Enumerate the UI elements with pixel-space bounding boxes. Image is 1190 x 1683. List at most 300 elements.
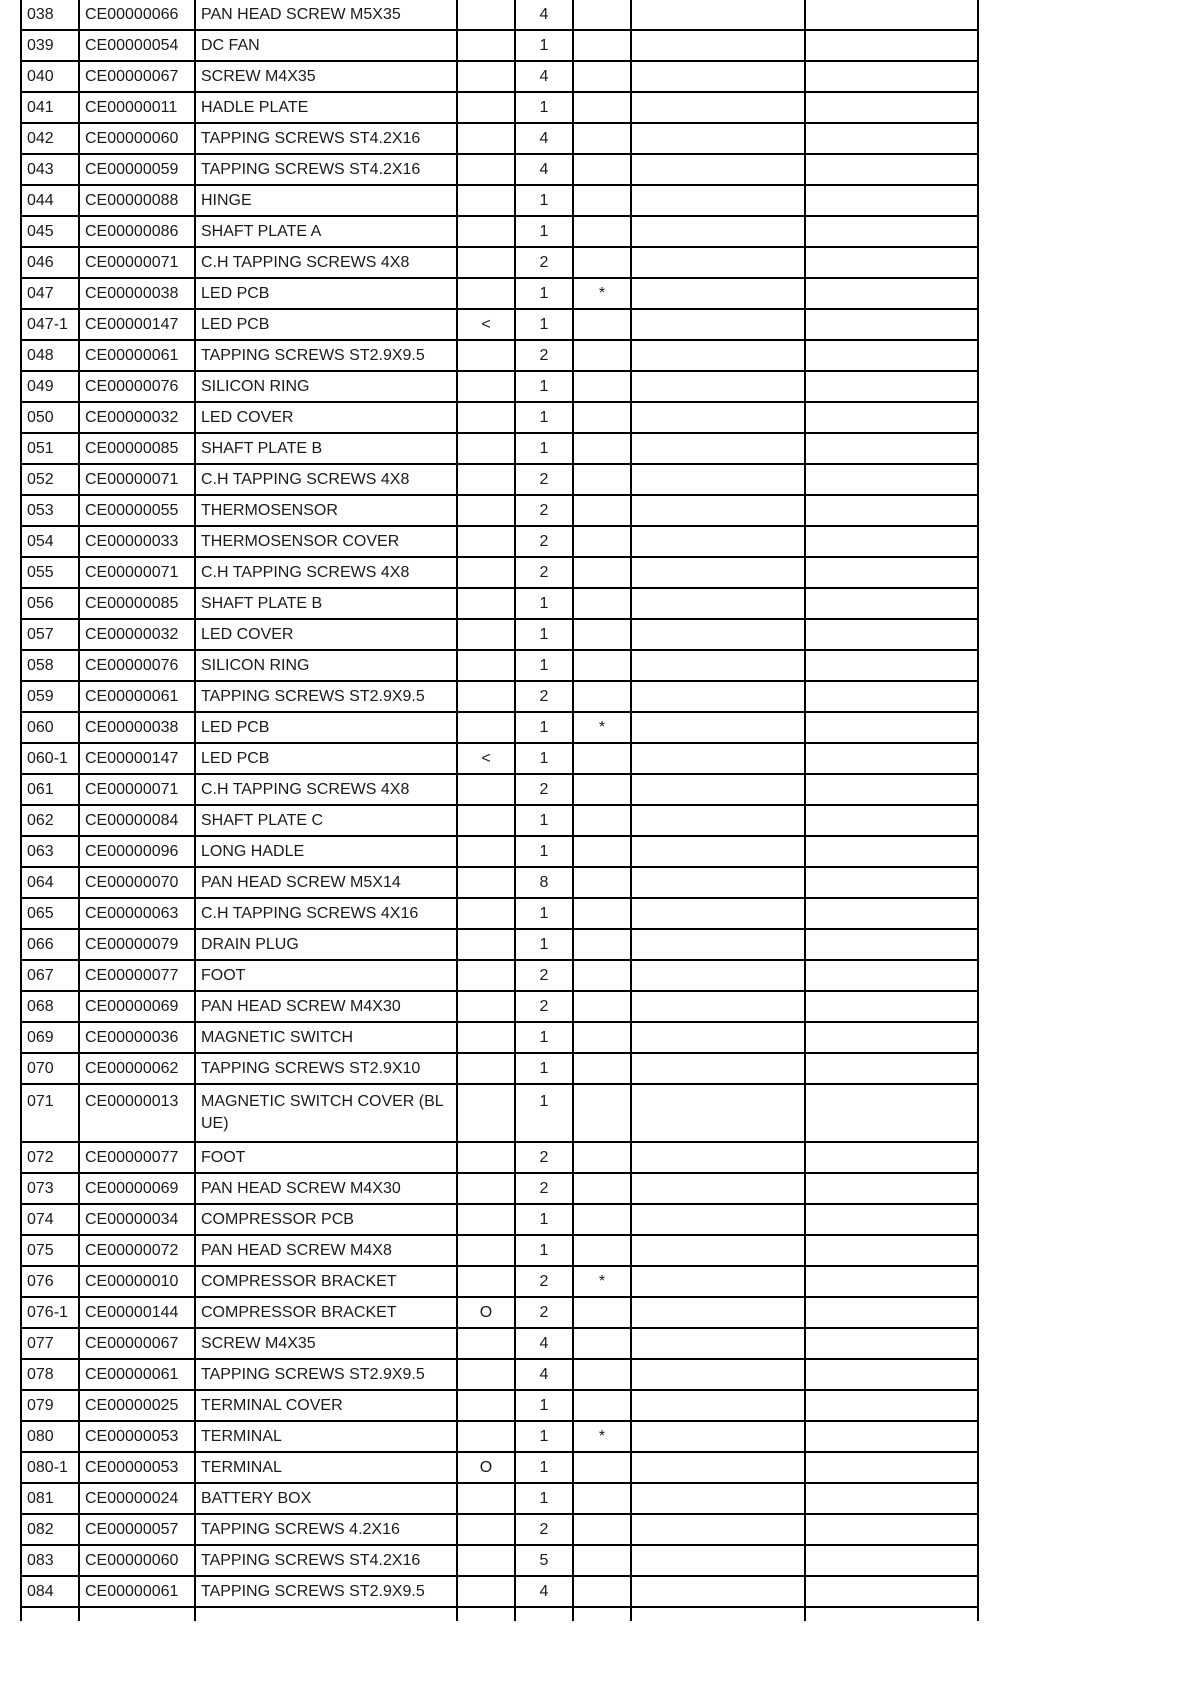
empty-cell bbox=[805, 123, 978, 154]
part-number-cell: 055 bbox=[21, 557, 79, 588]
mark-cell bbox=[457, 991, 515, 1022]
part-number-cell: 069 bbox=[21, 1022, 79, 1053]
part-number-cell: 062 bbox=[21, 805, 79, 836]
table-row bbox=[21, 991, 978, 1022]
part-number-cell: 064 bbox=[21, 867, 79, 898]
mark-cell bbox=[457, 154, 515, 185]
note-cell bbox=[573, 216, 631, 247]
mark-cell bbox=[457, 898, 515, 929]
part-number-cell: 076 bbox=[21, 1266, 79, 1297]
empty-cell bbox=[631, 464, 805, 495]
description-cell: SCREW M4X35 bbox=[195, 1328, 457, 1359]
note-cell bbox=[573, 92, 631, 123]
part-number-cell: 075 bbox=[21, 1235, 79, 1266]
part-code-cell: CE00000077 bbox=[79, 960, 195, 991]
part-number-cell: 047-1 bbox=[21, 309, 79, 340]
note-cell bbox=[573, 1022, 631, 1053]
empty-cell bbox=[631, 433, 805, 464]
description-cell: PAN HEAD SCREW M5X14 bbox=[195, 867, 457, 898]
table-row bbox=[21, 1204, 978, 1235]
table-row bbox=[21, 1328, 978, 1359]
quantity-cell: 4 bbox=[515, 1359, 573, 1390]
part-number-cell: 060 bbox=[21, 712, 79, 743]
part-number-cell: 074 bbox=[21, 1204, 79, 1235]
table-row bbox=[21, 495, 978, 526]
mark-cell bbox=[457, 61, 515, 92]
empty-cell bbox=[631, 371, 805, 402]
part-code-cell: CE00000011 bbox=[79, 92, 195, 123]
mark-cell bbox=[457, 1053, 515, 1084]
table-row bbox=[21, 1576, 978, 1607]
note-cell bbox=[573, 185, 631, 216]
note-cell bbox=[573, 681, 631, 712]
empty-cell bbox=[631, 1390, 805, 1421]
description-cell: TAPPING SCREWS ST2.9X10 bbox=[195, 1053, 457, 1084]
part-number-cell: 072 bbox=[21, 1142, 79, 1173]
empty-cell bbox=[631, 1328, 805, 1359]
description-cell: COMPRESSOR BRACKET bbox=[195, 1266, 457, 1297]
table-row bbox=[21, 371, 978, 402]
part-code-cell: CE00000077 bbox=[79, 1142, 195, 1173]
table-row bbox=[21, 1173, 978, 1204]
mark-cell bbox=[457, 774, 515, 805]
empty-cell bbox=[805, 1576, 978, 1607]
part-code-cell: CE00000063 bbox=[79, 898, 195, 929]
empty-cell bbox=[631, 402, 805, 433]
mark-cell bbox=[457, 867, 515, 898]
description-cell: C.H TAPPING SCREWS 4X8 bbox=[195, 557, 457, 588]
note-cell: * bbox=[573, 1266, 631, 1297]
part-code-cell: CE00000086 bbox=[79, 216, 195, 247]
empty-cell bbox=[805, 1142, 978, 1173]
description-cell: TAPPING SCREWS ST4.2X16 bbox=[195, 1545, 457, 1576]
quantity-cell: 1 bbox=[515, 1204, 573, 1235]
note-cell bbox=[573, 526, 631, 557]
mark-cell bbox=[457, 1545, 515, 1576]
mark-cell bbox=[457, 92, 515, 123]
empty-cell bbox=[631, 960, 805, 991]
part-number-cell: 042 bbox=[21, 123, 79, 154]
empty-cell bbox=[631, 185, 805, 216]
part-code-cell: CE00000032 bbox=[79, 402, 195, 433]
quantity-cell: 1 bbox=[515, 1084, 573, 1142]
note-cell bbox=[573, 650, 631, 681]
table-row bbox=[21, 619, 978, 650]
part-code-cell: CE00000061 bbox=[79, 681, 195, 712]
part-code-cell: CE00000060 bbox=[79, 1545, 195, 1576]
mark-cell bbox=[457, 1576, 515, 1607]
note-cell bbox=[573, 1514, 631, 1545]
part-code-cell: CE00000036 bbox=[79, 1022, 195, 1053]
table-row bbox=[21, 1452, 978, 1483]
description-cell: FOOT bbox=[195, 1142, 457, 1173]
table-row bbox=[21, 247, 978, 278]
part-code-cell: CE00000038 bbox=[79, 712, 195, 743]
description-cell: TAPPING SCREWS ST2.9X9.5 bbox=[195, 1576, 457, 1607]
empty-cell bbox=[631, 898, 805, 929]
description-cell: COMPRESSOR PCB bbox=[195, 1204, 457, 1235]
empty-cell bbox=[805, 1022, 978, 1053]
part-code-cell: CE00000061 bbox=[79, 1576, 195, 1607]
mark-cell bbox=[457, 1266, 515, 1297]
table-row bbox=[21, 898, 978, 929]
empty-cell bbox=[631, 557, 805, 588]
description-cell: BATTERY BOX bbox=[195, 1483, 457, 1514]
empty-cell bbox=[805, 1483, 978, 1514]
table-row bbox=[21, 1084, 978, 1142]
quantity-cell: 4 bbox=[515, 61, 573, 92]
empty-cell bbox=[631, 1545, 805, 1576]
table-row bbox=[21, 526, 978, 557]
mark-cell bbox=[457, 402, 515, 433]
description-cell: THERMOSENSOR bbox=[195, 495, 457, 526]
empty-cell bbox=[631, 1204, 805, 1235]
empty-cell bbox=[631, 774, 805, 805]
part-code-cell: CE00000084 bbox=[79, 805, 195, 836]
part-number-cell: 078 bbox=[21, 1359, 79, 1390]
table-row bbox=[21, 960, 978, 991]
quantity-cell: 2 bbox=[515, 1266, 573, 1297]
description-cell: DRAIN PLUG bbox=[195, 929, 457, 960]
table-row bbox=[21, 712, 978, 743]
description-cell: C.H TAPPING SCREWS 4X8 bbox=[195, 464, 457, 495]
note-cell bbox=[573, 30, 631, 61]
empty-cell bbox=[21, 1607, 79, 1621]
mark-cell bbox=[457, 495, 515, 526]
quantity-cell: 1 bbox=[515, 402, 573, 433]
table-row bbox=[21, 216, 978, 247]
note-cell bbox=[573, 1328, 631, 1359]
mark-cell bbox=[457, 1359, 515, 1390]
note-cell bbox=[573, 960, 631, 991]
note-cell bbox=[573, 619, 631, 650]
quantity-cell: 1 bbox=[515, 371, 573, 402]
empty-cell bbox=[805, 898, 978, 929]
empty-cell bbox=[631, 1452, 805, 1483]
quantity-cell: 1 bbox=[515, 1053, 573, 1084]
description-cell: TERMINAL COVER bbox=[195, 1390, 457, 1421]
note-cell bbox=[573, 805, 631, 836]
empty-cell bbox=[805, 216, 978, 247]
mark-cell: < bbox=[457, 309, 515, 340]
mark-cell bbox=[457, 0, 515, 30]
empty-cell bbox=[805, 1328, 978, 1359]
part-code-cell: CE00000071 bbox=[79, 774, 195, 805]
description-cell: TAPPING SCREWS ST2.9X9.5 bbox=[195, 1359, 457, 1390]
empty-cell bbox=[631, 1421, 805, 1452]
note-cell bbox=[573, 1142, 631, 1173]
description-cell: TAPPING SCREWS ST2.9X9.5 bbox=[195, 340, 457, 371]
table-row bbox=[21, 278, 978, 309]
empty-cell bbox=[631, 929, 805, 960]
quantity-cell: 1 bbox=[515, 30, 573, 61]
empty-cell bbox=[805, 30, 978, 61]
quantity-cell: 1 bbox=[515, 650, 573, 681]
description-cell: SCREW M4X35 bbox=[195, 61, 457, 92]
empty-cell bbox=[573, 1607, 631, 1621]
description-cell: SHAFT PLATE B bbox=[195, 588, 457, 619]
empty-cell bbox=[805, 960, 978, 991]
description-cell: C.H TAPPING SCREWS 4X8 bbox=[195, 774, 457, 805]
empty-cell bbox=[631, 1022, 805, 1053]
table-row bbox=[21, 588, 978, 619]
table-row bbox=[21, 123, 978, 154]
table-row bbox=[21, 867, 978, 898]
mark-cell bbox=[457, 1421, 515, 1452]
quantity-cell: 2 bbox=[515, 495, 573, 526]
quantity-cell: 1 bbox=[515, 1390, 573, 1421]
description-cell: LONG HADLE bbox=[195, 836, 457, 867]
empty-cell bbox=[631, 309, 805, 340]
empty-cell bbox=[805, 247, 978, 278]
mark-cell bbox=[457, 557, 515, 588]
part-code-cell: CE00000144 bbox=[79, 1297, 195, 1328]
description-cell: LED COVER bbox=[195, 619, 457, 650]
mark-cell bbox=[457, 1084, 515, 1142]
empty-cell bbox=[631, 278, 805, 309]
part-number-cell: 056 bbox=[21, 588, 79, 619]
empty-cell bbox=[805, 1390, 978, 1421]
empty-cell bbox=[805, 92, 978, 123]
note-cell bbox=[573, 1452, 631, 1483]
description-cell: DC FAN bbox=[195, 30, 457, 61]
mark-cell bbox=[457, 588, 515, 619]
empty-cell bbox=[805, 278, 978, 309]
empty-cell bbox=[805, 1053, 978, 1084]
part-number-cell: 063 bbox=[21, 836, 79, 867]
note-cell bbox=[573, 464, 631, 495]
description-cell: HINGE bbox=[195, 185, 457, 216]
empty-cell bbox=[631, 867, 805, 898]
part-number-cell: 048 bbox=[21, 340, 79, 371]
empty-cell bbox=[631, 1084, 805, 1142]
empty-cell bbox=[79, 1607, 195, 1621]
note-cell bbox=[573, 247, 631, 278]
quantity-cell: 1 bbox=[515, 433, 573, 464]
quantity-cell: 2 bbox=[515, 464, 573, 495]
note-cell bbox=[573, 340, 631, 371]
part-number-cell: 065 bbox=[21, 898, 79, 929]
description-cell: SHAFT PLATE A bbox=[195, 216, 457, 247]
description-cell: TAPPING SCREWS ST4.2X16 bbox=[195, 123, 457, 154]
empty-cell bbox=[805, 743, 978, 774]
mark-cell bbox=[457, 1022, 515, 1053]
part-number-cell: 068 bbox=[21, 991, 79, 1022]
mark-cell bbox=[457, 1142, 515, 1173]
part-code-cell: CE00000024 bbox=[79, 1483, 195, 1514]
part-number-cell: 080-1 bbox=[21, 1452, 79, 1483]
part-code-cell: CE00000060 bbox=[79, 123, 195, 154]
part-number-cell: 057 bbox=[21, 619, 79, 650]
table-row bbox=[21, 433, 978, 464]
part-number-cell: 053 bbox=[21, 495, 79, 526]
mark-cell bbox=[457, 185, 515, 216]
note-cell bbox=[573, 1173, 631, 1204]
note-cell bbox=[573, 1483, 631, 1514]
description-cell: LED COVER bbox=[195, 402, 457, 433]
empty-cell bbox=[805, 557, 978, 588]
empty-cell bbox=[631, 588, 805, 619]
quantity-cell: 2 bbox=[515, 1297, 573, 1328]
table-row bbox=[21, 1142, 978, 1173]
part-code-cell: CE00000071 bbox=[79, 464, 195, 495]
quantity-cell: 2 bbox=[515, 1514, 573, 1545]
table-row bbox=[21, 92, 978, 123]
quantity-cell: 1 bbox=[515, 898, 573, 929]
part-number-cell: 067 bbox=[21, 960, 79, 991]
part-code-cell: CE00000033 bbox=[79, 526, 195, 557]
description-cell: LED PCB bbox=[195, 743, 457, 774]
table-row bbox=[21, 154, 978, 185]
table-row bbox=[21, 464, 978, 495]
note-cell: * bbox=[573, 1421, 631, 1452]
mark-cell bbox=[457, 1483, 515, 1514]
empty-cell bbox=[805, 1607, 978, 1621]
part-number-cell: 066 bbox=[21, 929, 79, 960]
empty-cell bbox=[631, 712, 805, 743]
note-cell bbox=[573, 774, 631, 805]
description-cell: TERMINAL bbox=[195, 1452, 457, 1483]
part-code-cell: CE00000057 bbox=[79, 1514, 195, 1545]
empty-cell bbox=[805, 154, 978, 185]
empty-cell bbox=[805, 1204, 978, 1235]
empty-cell bbox=[631, 619, 805, 650]
table-row bbox=[21, 836, 978, 867]
description-cell: LED PCB bbox=[195, 278, 457, 309]
part-number-cell: 049 bbox=[21, 371, 79, 402]
description-cell: C.H TAPPING SCREWS 4X16 bbox=[195, 898, 457, 929]
note-cell bbox=[573, 1204, 631, 1235]
empty-cell bbox=[631, 340, 805, 371]
empty-cell bbox=[805, 1297, 978, 1328]
note-cell bbox=[573, 929, 631, 960]
mark-cell bbox=[457, 1390, 515, 1421]
part-number-cell: 073 bbox=[21, 1173, 79, 1204]
description-cell: SHAFT PLATE C bbox=[195, 805, 457, 836]
empty-cell bbox=[805, 774, 978, 805]
empty-cell bbox=[805, 1235, 978, 1266]
mark-cell bbox=[457, 619, 515, 650]
quantity-cell: 1 bbox=[515, 743, 573, 774]
parts-list-table bbox=[20, 0, 979, 1621]
note-cell: * bbox=[573, 712, 631, 743]
part-code-cell: CE00000013 bbox=[79, 1084, 195, 1142]
quantity-cell: 1 bbox=[515, 712, 573, 743]
empty-cell bbox=[805, 805, 978, 836]
quantity-cell: 1 bbox=[515, 1452, 573, 1483]
quantity-cell: 2 bbox=[515, 774, 573, 805]
description-cell: COMPRESSOR BRACKET bbox=[195, 1297, 457, 1328]
note-cell bbox=[573, 991, 631, 1022]
quantity-cell: 5 bbox=[515, 1545, 573, 1576]
mark-cell bbox=[457, 929, 515, 960]
quantity-cell: 2 bbox=[515, 247, 573, 278]
part-number-cell: 080 bbox=[21, 1421, 79, 1452]
note-cell bbox=[573, 1576, 631, 1607]
part-code-cell: CE00000147 bbox=[79, 743, 195, 774]
note-cell bbox=[573, 1235, 631, 1266]
part-code-cell: CE00000067 bbox=[79, 61, 195, 92]
table-row bbox=[21, 1235, 978, 1266]
table-row bbox=[21, 743, 978, 774]
mark-cell bbox=[457, 371, 515, 402]
empty-cell bbox=[805, 61, 978, 92]
mark-cell bbox=[457, 340, 515, 371]
table-row bbox=[21, 1483, 978, 1514]
description-cell: PAN HEAD SCREW M4X30 bbox=[195, 1173, 457, 1204]
description-cell: FOOT bbox=[195, 960, 457, 991]
note-cell bbox=[573, 867, 631, 898]
parts-table-body bbox=[21, 0, 978, 1621]
part-number-cell: 058 bbox=[21, 650, 79, 681]
quantity-cell: 2 bbox=[515, 681, 573, 712]
part-code-cell: CE00000053 bbox=[79, 1452, 195, 1483]
description-cell: C.H TAPPING SCREWS 4X8 bbox=[195, 247, 457, 278]
table-row bbox=[21, 1390, 978, 1421]
empty-cell bbox=[631, 123, 805, 154]
note-cell bbox=[573, 1545, 631, 1576]
mark-cell: < bbox=[457, 743, 515, 774]
part-number-cell: 051 bbox=[21, 433, 79, 464]
quantity-cell: 4 bbox=[515, 1328, 573, 1359]
empty-cell bbox=[631, 495, 805, 526]
note-cell bbox=[573, 0, 631, 30]
quantity-cell: 1 bbox=[515, 1022, 573, 1053]
empty-cell bbox=[805, 588, 978, 619]
part-code-cell: CE00000076 bbox=[79, 650, 195, 681]
note-cell bbox=[573, 898, 631, 929]
quantity-cell: 4 bbox=[515, 123, 573, 154]
quantity-cell: 2 bbox=[515, 991, 573, 1022]
part-number-cell: 076-1 bbox=[21, 1297, 79, 1328]
empty-cell bbox=[631, 92, 805, 123]
empty-cell bbox=[805, 464, 978, 495]
quantity-cell: 1 bbox=[515, 216, 573, 247]
table-row bbox=[21, 1514, 978, 1545]
part-number-cell: 070 bbox=[21, 1053, 79, 1084]
mark-cell bbox=[457, 960, 515, 991]
note-cell bbox=[573, 1297, 631, 1328]
empty-cell bbox=[631, 1053, 805, 1084]
quantity-cell: 1 bbox=[515, 1421, 573, 1452]
empty-cell bbox=[805, 619, 978, 650]
table-row bbox=[21, 805, 978, 836]
note-cell bbox=[573, 1359, 631, 1390]
description-cell: TAPPING SCREWS ST2.9X9.5 bbox=[195, 681, 457, 712]
part-number-cell: 083 bbox=[21, 1545, 79, 1576]
empty-cell bbox=[631, 1607, 805, 1621]
table-row bbox=[21, 1297, 978, 1328]
quantity-cell: 1 bbox=[515, 278, 573, 309]
part-code-cell: CE00000059 bbox=[79, 154, 195, 185]
table-row bbox=[21, 774, 978, 805]
quantity-cell: 1 bbox=[515, 588, 573, 619]
quantity-cell: 1 bbox=[515, 1235, 573, 1266]
description-cell: TERMINAL bbox=[195, 1421, 457, 1452]
part-code-cell: CE00000079 bbox=[79, 929, 195, 960]
description-cell: SILICON RING bbox=[195, 371, 457, 402]
table-row bbox=[21, 1266, 978, 1297]
part-number-cell: 044 bbox=[21, 185, 79, 216]
table-row bbox=[21, 0, 978, 30]
part-code-cell: CE00000062 bbox=[79, 1053, 195, 1084]
part-code-cell: CE00000088 bbox=[79, 185, 195, 216]
empty-cell bbox=[805, 309, 978, 340]
quantity-cell: 1 bbox=[515, 836, 573, 867]
quantity-cell: 1 bbox=[515, 805, 573, 836]
part-number-cell: 061 bbox=[21, 774, 79, 805]
mark-cell bbox=[457, 1235, 515, 1266]
